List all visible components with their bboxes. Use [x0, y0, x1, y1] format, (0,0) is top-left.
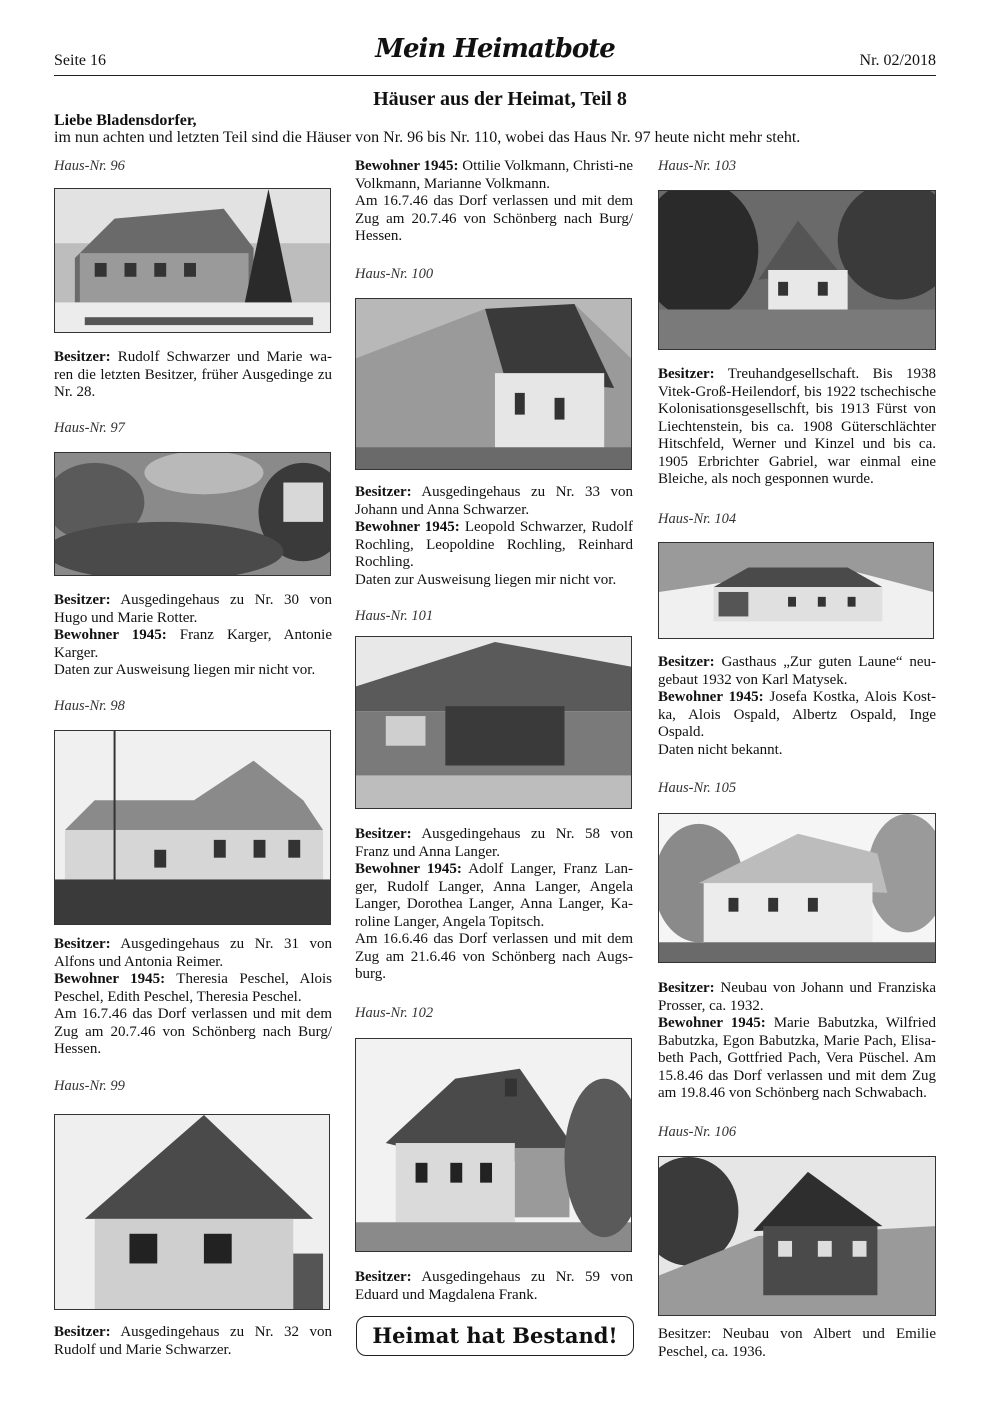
- bewohner-label: Bewohner 1945:: [658, 689, 764, 705]
- house-97-text: [54, 592, 332, 680]
- intro-text: im nun achten und letzten Teil sind die Häuser von Nr. 96 bis Nr. 110, wobei das Haus Nr. 97 heute nicht mehr steht.: [54, 129, 801, 146]
- house-103-photo: [658, 190, 936, 350]
- house-102-besitzer-text: Ausgedingehaus zu Nr. 59 von Eduard und Magdalena Frank.: [355, 1269, 633, 1303]
- slogan-box: Heimat hat Bestand!: [356, 1316, 634, 1356]
- house-102-text: [355, 1269, 633, 1304]
- house-97-photo: [54, 452, 331, 576]
- besitzer-label: Besitzer:: [355, 826, 412, 842]
- house-105-photo: [658, 813, 936, 963]
- house-98-label: Haus-Nr. 98: [54, 698, 125, 714]
- house-101-label: Haus-Nr. 101: [355, 608, 434, 624]
- house-104-text: [658, 654, 936, 759]
- house-100-besitzer-text: Ausgedingehaus zu Nr. 33 von Johann und Anna Schwarzer.: [355, 484, 633, 518]
- besitzer-label: Besitzer:: [658, 654, 715, 670]
- house-105-text: [658, 980, 936, 1103]
- house-103-text: [658, 366, 936, 489]
- house-97-label: Haus-Nr. 97: [54, 420, 125, 436]
- house-106-label: Haus-Nr. 106: [658, 1124, 737, 1140]
- house-105-bewohner-text: Marie Babutzka, Wilfried Babutzka, Egon Babutzka, Marie Pach, Elisa-beth Pach, Gottfried Pach, Vera Püschel. Am 15.8.46 das Dorf verlassen und mit dem Zug am 19.8.46 von Schönberg nach Schwabach.: [658, 1015, 936, 1101]
- house-101-bewohner-text: Adolf Langer, Franz Lan-ger, Rudolf Langer, Anna Langer, Angela Langer, Dorothea Langer, Anna Langer, Ka-roline Langer, Angela Topitsch.: [355, 861, 633, 930]
- house-97-note: Daten zur Ausweisung liegen mir nicht vor.: [54, 662, 316, 678]
- issue-number: Nr. 02/2018: [859, 52, 936, 69]
- house-104-photo: [658, 542, 934, 639]
- house-99-besitzer-text: Ausgedingehaus zu Nr. 32 von Rudolf und Marie Schwarzer.: [54, 1324, 332, 1358]
- masthead-title: Mein Heimatbote: [375, 34, 615, 64]
- house-98-photo: [54, 730, 331, 925]
- besitzer-label: Besitzer:: [355, 1269, 412, 1285]
- house-104-bewohner-text: Josefa Kostka, Alois Kost-ka, Alois Ospald, Albertz Ospald, Inge Ospald.: [658, 689, 936, 740]
- house-98-text: [54, 936, 332, 1059]
- house-101-text: [355, 826, 633, 984]
- besitzer-label: Besitzer:: [54, 349, 111, 365]
- house-100-photo: [355, 298, 632, 470]
- house-97-bewohner-text: Franz Karger, Antonie Karger.: [54, 627, 332, 661]
- house-101-note: Am 16.6.46 das Dorf verlassen und mit dem Zug am 21.6.46 von Schönberg nach Augs-burg.: [355, 931, 633, 982]
- house-98-besitzer-text: Ausgedingehaus zu Nr. 31 von Alfons und Antonia Reimer.: [54, 936, 332, 970]
- bewohner-label: Bewohner 1945:: [355, 158, 459, 174]
- house-106-photo: [658, 1156, 936, 1316]
- house-101-photo: [355, 636, 632, 809]
- bewohner-label: Bewohner 1945:: [355, 861, 462, 877]
- house-102-label: Haus-Nr. 102: [355, 1005, 434, 1021]
- house-96-besitzer: [54, 349, 332, 402]
- article-title: Häuser aus der Heimat, Teil 8: [373, 88, 627, 110]
- page-number: Seite 16: [54, 52, 106, 69]
- house-98-note: Am 16.7.46 das Dorf verlassen und mit dem Zug am 20.7.46 von Schönberg nach Burg/ Hessen.: [54, 1006, 332, 1057]
- besitzer-label: Besitzer:: [54, 1324, 111, 1340]
- house-100-bewohner-text: Leopold Schwarzer, Rudolf Rochling, Leopoldine Rochling, Reinhard Rochling.: [355, 519, 633, 570]
- bewohner-label: Bewohner 1945:: [54, 971, 166, 987]
- greeting: Liebe Bladensdorfer,: [54, 112, 197, 129]
- bewohner-label: Bewohner 1945:: [355, 519, 460, 535]
- house-99-label: Haus-Nr. 99: [54, 1078, 125, 1094]
- house-96-note: Am 16.7.46 das Dorf verlassen und mit dem Zug am 20.7.46 von Schönberg nach Burg/ Hessen.: [355, 193, 633, 244]
- house-105-label: Haus-Nr. 105: [658, 780, 737, 796]
- house-104-label: Haus-Nr. 104: [658, 511, 737, 527]
- house-100-note: Daten zur Ausweisung liegen mir nicht vor.: [355, 571, 617, 588]
- house-101-besitzer-text: Ausgedingehaus zu Nr. 58 von Franz und Anna Langer.: [355, 826, 633, 860]
- house-103-label: Haus-Nr. 103: [658, 158, 737, 174]
- house-96-label: Haus-Nr. 96: [54, 158, 125, 174]
- besitzer-label: Besitzer:: [355, 484, 412, 500]
- house-96-bewohner: [355, 158, 633, 246]
- page-header: [54, 32, 936, 76]
- house-96-besitzer-text: Rudolf Schwarzer und Marie wa-ren die letzten Besitzer, früher Ausgedinge zu Nr. 28.: [54, 349, 333, 400]
- house-104-note: Daten nicht bekannt.: [658, 741, 783, 758]
- besitzer-label: Besitzer:: [54, 592, 111, 608]
- besitzer-label: Besitzer:: [658, 980, 715, 996]
- besitzer-label: Besitzer:: [658, 366, 715, 382]
- house-97-besitzer-text: Ausgedingehaus zu Nr. 30 von Hugo und Marie Rotter.: [54, 592, 332, 626]
- house-104-besitzer-text: Gasthaus „Zur guten Laune“ neu-gebaut 1932 von Karl Matysek.: [658, 654, 937, 688]
- house-96-photo: [54, 188, 331, 333]
- house-99-photo: [54, 1114, 330, 1310]
- house-98-bewohner-text: Theresia Peschel, Alois Peschel, Edith Peschel, Theresia Peschel.: [54, 971, 332, 1005]
- house-106-text: Besitzer: Neubau von Albert und Emilie Peschel, ca. 1936.: [658, 1326, 936, 1360]
- house-105-besitzer-text: Neubau von Johann und Franziska Prosser, ca. 1932.: [658, 980, 936, 1014]
- besitzer-label: Besitzer:: [54, 936, 111, 952]
- house-103-besitzer-text: Treuhandgesellschaft. Bis 1938 Vitek-Groß-Heilendorf, bis 1922 tschechische Kolonisationsgesellschft, bis 1913 Fürst von Liechtenstein, bis ca. 1908 Güterschlächter Hitschfeld, Werner und Kinzel und bis ca. 1905 Erbrichter Gabriel, war einmal eine Bleiche, als noch gesponnen wurde.: [658, 366, 936, 487]
- bewohner-label: Bewohner 1945:: [658, 1015, 766, 1031]
- house-96-bewohner-text: Ottilie Volkmann, Christi-ne Volkmann, Marianne Volkmann.: [355, 158, 633, 192]
- bewohner-label: Bewohner 1945:: [54, 627, 167, 643]
- house-100-label: Haus-Nr. 100: [355, 266, 434, 282]
- house-99-text: [54, 1324, 332, 1359]
- house-102-photo: [355, 1038, 632, 1252]
- house-100-text: [355, 484, 633, 589]
